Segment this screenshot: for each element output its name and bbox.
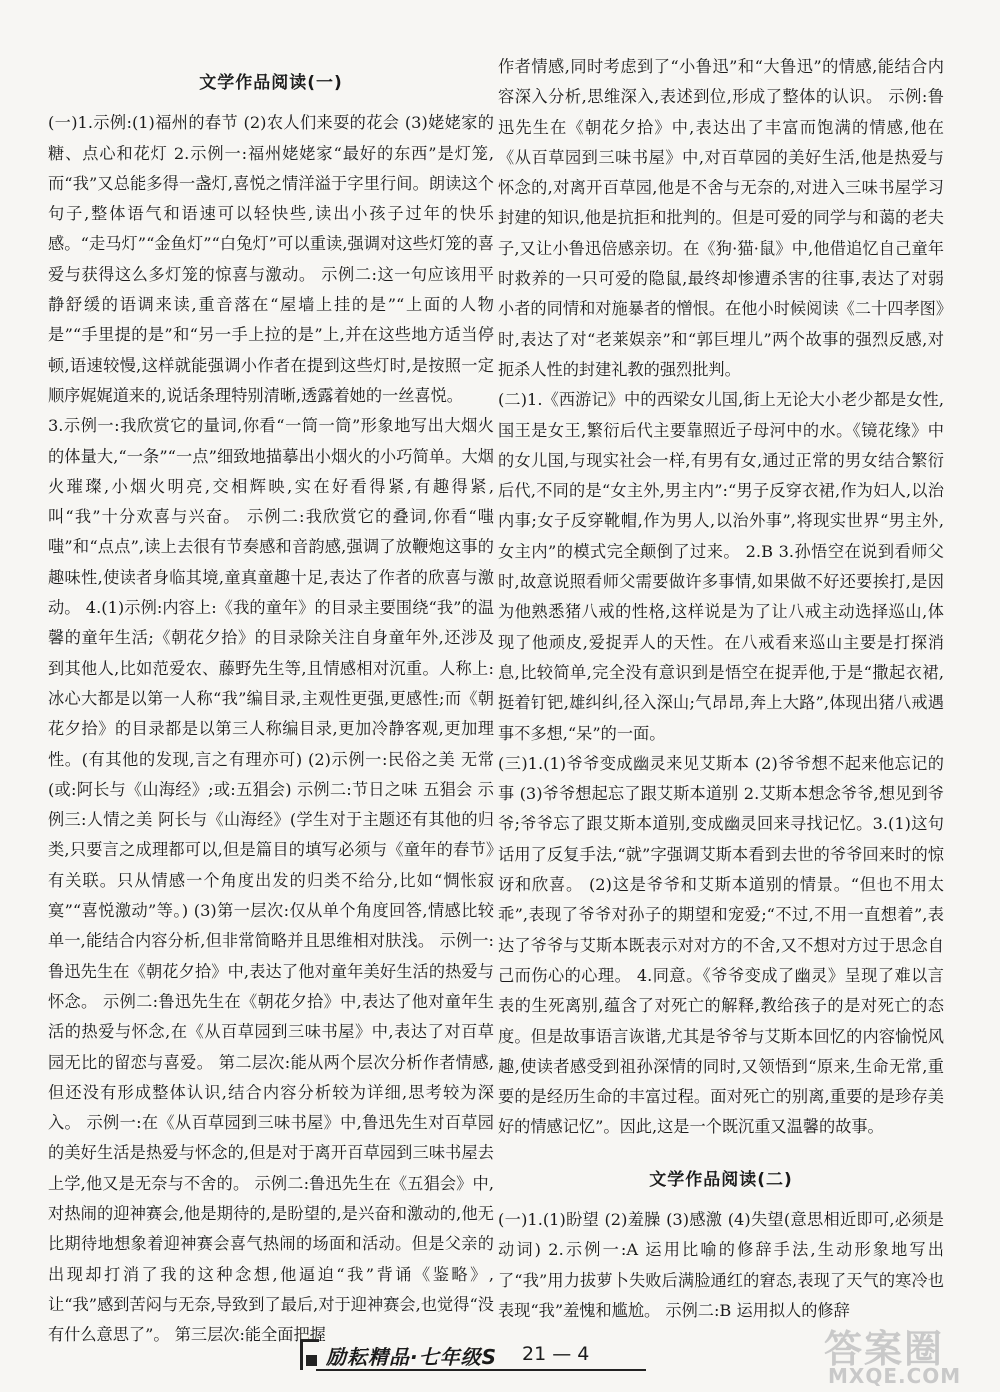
answer-paragraph: 作者情感,同时考虑到了“小鲁迅”和“大鲁迅”的情感,能结合内容深入分析,思维深入,表述到位,形成了整体的认识。 示例:鲁迅先生在《朝花夕拾》中,表达出了丰富而饱满的情感,他在《从百草园到三味书屋》中,对百草园的美好生活,他是热爱与怀念的,对离开百草园,他是不舍与无奈的,对进入三味书屋学习封建的知识,他是抗拒和批判的。但是可爱的同学与和蔼的老夫子,又让小鲁迅倍感亲切。在《狗·猫·鼠》中,他借追忆自己童年时救养的一只可爱的隐鼠,最终却惨遭杀害的往事,表达了对弱小者的同情和对施暴者的憎恨。在他小时候阅读《二十四孝图》时,表达了对“老莱娱亲”和“郭巨埋儿”两个故事的强烈反感,对扼杀人性的封建礼教的强烈批判。: [498, 57, 944, 379]
left-column: [48, 52, 494, 1350]
answer-paragraph: (一)1.示例:(1)福州的春节 (2)农人们来耍的花会 (3)姥姥家的糖、点心和花灯 2.示例一:福州姥姥家“最好的东西”是灯笼,而“我”又总能多得一盏灯,喜悦之情洋溢于字里行间。朗读这个句子,整体语气和语速可以轻快些,读出小孩子过年的快乐感。“走马灯”“金鱼灯”“白兔灯”可以重读,强调对这些灯笼的喜爱与获得这么多灯笼的惊喜与激动。 示例二:这一句应该用平静舒缓的语调来读,重音落在“屋墙上挂的是”“上面的人物是”“手里提的是”和“另一手上拉的是”上,并在这些地方适当停顿,语速较慢,这样就能强调小作者在提到这些灯时,是按照一定顺序娓娓道来的,说话条理特别清晰,透露着她的一丝喜悦。: [48, 113, 494, 405]
answer-paragraph: (二)1.《西游记》中的西梁女儿国,街上无论大小老少都是女性,国王是女王,繁衍后代主要靠照近子母河中的水。《镜花缘》中的女儿国,与现实社会一样,有男有女,通过正常的男女结合繁衍后代,不同的是“女主外,男主内”:“男子反穿衣裙,作为妇人,以治内事;女子反穿靴帽,作为男人,以治外事”,将现实世界“男主外,女主内”的模式完全颠倒了过来。 2.B 3.孙悟空在说到看师父时,故意说照看师父需要做许多事情,如果做不好还要挨打,是因为他熟悉猪八戒的性格,这样说是为了让八戒主动选择巡山,体现了他顽皮,爱捉弄人的天性。在八戒看来巡山主要是打探消息,比较简单,完全没有意识到是悟空在捉弄他,于是“撒起衣裙,挺着钉钯,雄纠纠,径入深山;气昂昂,奔上大路”,体现出猪八戒遇事不多想,“呆”的一面。: [498, 390, 944, 743]
section-title-2: 文学作品阅读(二): [649, 1169, 793, 1190]
watermark-url: MXQE.COM: [828, 1364, 962, 1388]
footer-rule: [316, 1369, 646, 1371]
watermark-text: 答案圈: [824, 1327, 945, 1371]
footer-square-icon: [306, 1355, 317, 1366]
page-number: 21 — 4: [522, 1343, 590, 1365]
section-title: 文学作品阅读(一): [199, 73, 343, 93]
page-footer: [300, 1335, 660, 1375]
answer-paragraph: 3.示例一:我欣赏它的量词,你看“一筒一筒”形象地写出大烟火的体量大,“一条”“一点”细致地描摹出小烟火的小巧简单。大烟火璀璨,小烟火明亮,交相辉映,实在好看得紧,有趣得紧,叫“我”十分欢喜与兴奋。 示例二:我欣赏它的叠词,你看“嗤嗤”和“点点”,读上去很有节奏感和音韵感,强调了放鞭炮这事的趣味性,使读者身临其境,童真童趣十足,表达了作者的欣喜与激动。 4.(1)示例:内容上:《我的童年》的目录主要围绕“我”的温馨的童年生活;《朝花夕拾》的目录除关注自身童年外,还涉及到其他人,比如范爱农、藤野先生等,且情感相对沉重。人称上:冰心大都是以第一人称“我”编目录,主观性更强,更感性;而《朝花夕拾》的目录都是以第三人称编目录,更加冷静客观,更加理性。(有其他的发现,言之有理亦可) (2)示例一:民俗之美 无常(或:阿长与《山海经》;或:五猖会) 示例二:节日之味 五猖会 示例三:人情之美 阿长与《山海经》(学生对于主题还有其他的归类,只要言之成理都可以,但是篇目的填写必须与《童年的春节》有关联。只从情感一个角度出发的归类不给分,比如“惆怅寂寞”“喜悦激动”等。) (3)第一层次:仅从单个角度回答,情感比较单一,能结合内容分析,但非常简略并且思维相对肤浅。 示例一:鲁迅先生在《朝花夕拾》中,表达了他对童年美好生活的热爱与怀念。 示例二:鲁迅先生在《朝花夕拾》中,表达了他对童年生活的热爱与怀念,在《从百草园到三味书屋》中,表达了对百草园无比的留恋与喜爱。 第二层次:能从两个层次分析作者情感,但还没有形成整体认识,结合内容分析较为详细,思考较为深入。 示例一:在《从百草园到三味书屋》中,鲁迅先生对百草园的美好生活是热爱与怀念的,但是对于离开百草园到三味书屋去上学,他又是无奈与不舍的。 示例二:鲁迅先生在《五猖会》中,对热闹的迎神赛会,他是期待的,是盼望的,是兴奋和激动的,他无比期待地想象着迎神赛会喜气热闹的场面和活动。但是父亲的出现却打消了我的这种念想,他逼迫“我”背诵《鉴略》,让“我”感到苦闷与无奈,导致到了最后,对于迎神赛会,也觉得“没有什么意思了”。 第三层次:能全面把握: [48, 416, 494, 1345]
answer-paragraph: (一)1.(1)盼望 (2)羞臊 (3)感激 (4)失望(意思相近即可,必须是动词) 2.示例一:A 运用比喻的修辞手法,生动形象地写出了“我”用力拔萝卜失败后满脸通红的窘态,表现了天气的寒冷也表现“我”羞愧和尴尬。 示例二:B 运用拟人的修辞: [498, 1209, 944, 1320]
watermark-logo: [808, 1318, 988, 1388]
answer-paragraph: (三)1.(1)爷爷变成幽灵来见艾斯本 (2)爷爷想不起来他忘记的事 (3)爷爷想起忘了跟艾斯本道别 2.艾斯本想念爷爷,想见到爷爷;爷爷忘了跟艾斯本道别,变成幽灵回来寻找记忆。3.(1)这句话用了反复手法,“就”字强调艾斯本看到去世的爷爷回来时的惊讶和欣喜。 (2)这是爷爷和艾斯本道别的情景。“但也不用太乖”,表现了爷爷对孙子的期望和宠爱;“不过,不用一直想着”,表达了爷爷与艾斯本既表示对对方的不舍,又不想对方过于思念自己而伤心的心理。 4.同意。《爷爷变成了幽灵》呈现了难以言表的生死离别,蕴含了对死亡的解释,教给孩子的是对死亡的态度。但是故事语言诙谐,尤其是爷爷与艾斯本回忆的内容愉悦风趣,使读者感受到祖孙深情的同时,又领悟到“原来,生命无常,重要的是经历生命的丰富过程。面对死亡的别离,重要的是珍存美好的情感记忆”。因此,这是一个既沉重又温馨的故事。: [498, 753, 944, 1137]
right-column: [498, 52, 944, 1326]
footer-brand: 励耘精品·七年级S: [326, 1345, 498, 1369]
